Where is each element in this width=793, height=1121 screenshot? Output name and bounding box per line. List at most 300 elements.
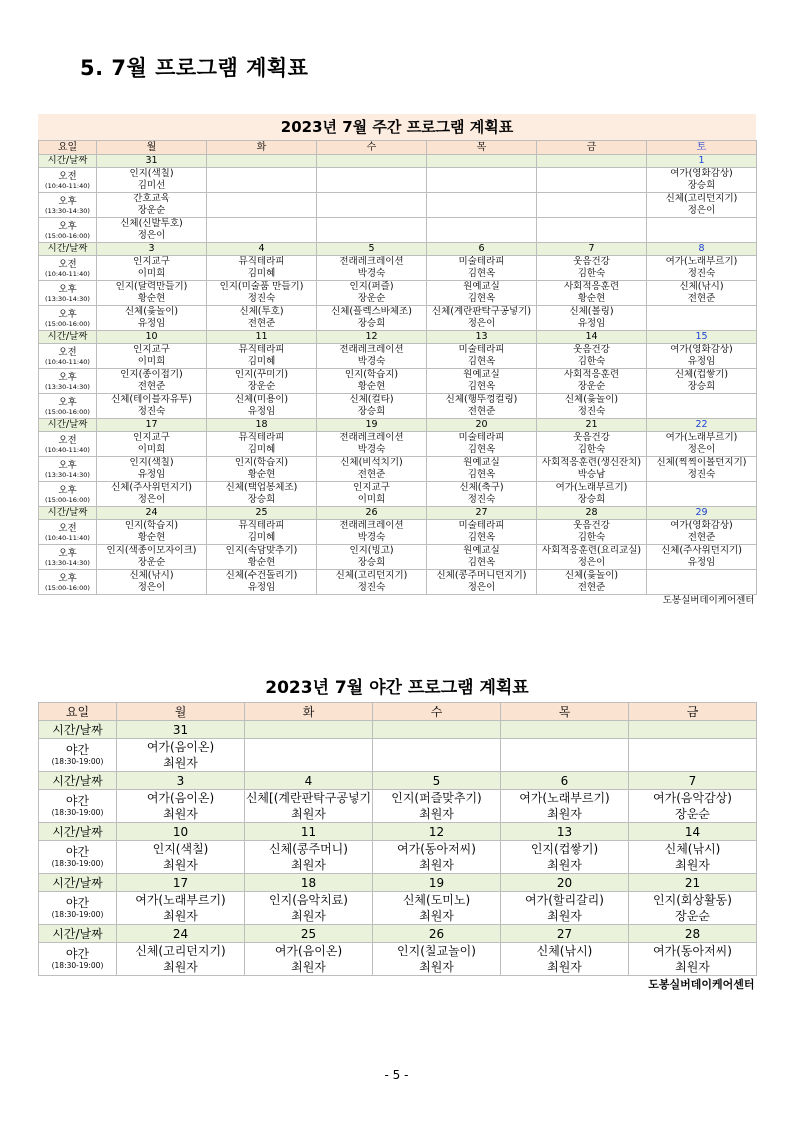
staff-name: 장승희 bbox=[357, 557, 386, 568]
staff-name: 장승희 bbox=[357, 406, 386, 417]
date-cell: 15 bbox=[647, 331, 757, 344]
program-cell bbox=[97, 256, 207, 281]
center-name: 도봉실버데이케어센터 bbox=[662, 595, 755, 606]
date-cell: 5 bbox=[373, 772, 501, 790]
program-name: 인지(퍼즐) bbox=[349, 281, 394, 292]
slot-label-main: 오후 bbox=[58, 308, 77, 320]
program-name: 인지(색칠) bbox=[129, 168, 174, 179]
program-cell bbox=[427, 256, 537, 281]
program-cell bbox=[207, 281, 317, 306]
weekly-slot-row bbox=[39, 520, 757, 545]
staff-name: 최원자 bbox=[291, 858, 326, 872]
slot-label bbox=[39, 193, 97, 218]
night-slot-row bbox=[39, 892, 757, 925]
night-header-row bbox=[39, 703, 757, 721]
staff-name bbox=[427, 230, 536, 242]
staff-name: 최원자 bbox=[291, 960, 326, 974]
date-cell: 25 bbox=[245, 925, 373, 943]
program-name: 인지(학습지) bbox=[234, 457, 289, 468]
program-cell bbox=[537, 482, 647, 507]
program-cell bbox=[647, 344, 757, 369]
date-label: 시간/날짜 bbox=[39, 155, 97, 168]
slot-label-main: 야간 bbox=[65, 947, 90, 961]
program-name: 신체(수건돌리기) bbox=[225, 570, 298, 581]
staff-name bbox=[537, 180, 646, 192]
staff-name bbox=[317, 205, 426, 217]
program-cell bbox=[537, 306, 647, 331]
program-cell bbox=[317, 482, 427, 507]
program-cell bbox=[373, 739, 501, 772]
slot-label-time: (10:40-11:40) bbox=[45, 357, 90, 366]
program-cell bbox=[207, 545, 317, 570]
program-cell bbox=[501, 739, 629, 772]
program-cell bbox=[537, 570, 647, 595]
night-date-row bbox=[39, 925, 757, 943]
program-cell bbox=[245, 841, 373, 874]
night-date-row bbox=[39, 874, 757, 892]
night-slot-row bbox=[39, 790, 757, 823]
night-date-row bbox=[39, 823, 757, 841]
staff-name: 이미희 bbox=[357, 494, 386, 505]
staff-name bbox=[207, 180, 316, 192]
program-cell bbox=[647, 570, 757, 595]
program-cell bbox=[207, 306, 317, 331]
program-name: 여가(영화감상) bbox=[670, 520, 733, 531]
program-name bbox=[245, 739, 372, 755]
staff-name: 최원자 bbox=[675, 960, 710, 974]
slot-label-time: (15:00-16:00) bbox=[45, 319, 90, 328]
date-cell: 31 bbox=[97, 155, 207, 168]
program-cell bbox=[97, 482, 207, 507]
staff-name: 박경숙 bbox=[357, 444, 386, 455]
weekly-header-cell: 수 bbox=[317, 141, 427, 155]
staff-name bbox=[501, 755, 628, 771]
weekly-slot-row bbox=[39, 369, 757, 394]
staff-name: 유정임 bbox=[137, 469, 166, 480]
weekly-header-row bbox=[39, 141, 757, 155]
staff-name: 최원자 bbox=[547, 909, 582, 923]
program-name: 전래레크레이션 bbox=[339, 520, 404, 531]
program-name: 인지교구 bbox=[133, 432, 170, 443]
program-name: 전래레크레이션 bbox=[339, 256, 404, 267]
program-cell bbox=[97, 281, 207, 306]
program-cell bbox=[427, 193, 537, 218]
program-name: 신체(플렉스바체조) bbox=[331, 306, 412, 317]
slot-label bbox=[39, 394, 97, 419]
date-cell: 12 bbox=[317, 331, 427, 344]
program-name: 웃음건강 bbox=[573, 256, 610, 267]
staff-name: 이미희 bbox=[137, 356, 166, 367]
night-slot-row bbox=[39, 739, 757, 772]
program-name: 여가(음악감상) bbox=[653, 791, 732, 805]
program-cell bbox=[317, 545, 427, 570]
night-header-cell: 목 bbox=[501, 703, 629, 721]
program-cell bbox=[647, 394, 757, 419]
staff-name: 최원자 bbox=[419, 858, 454, 872]
slot-label-main: 오전 bbox=[58, 346, 77, 358]
program-name: 미술테라피 bbox=[458, 432, 505, 443]
slot-label-main: 야간 bbox=[65, 896, 90, 910]
date-label: 시간/날짜 bbox=[39, 772, 117, 790]
staff-name: 정진숙 bbox=[137, 406, 166, 417]
slot-label-time: (18:30-19:00) bbox=[51, 859, 104, 868]
staff-name: 최원자 bbox=[163, 858, 198, 872]
program-name: 뮤직테라피 bbox=[238, 432, 285, 443]
slot-label-main: 오전 bbox=[58, 522, 77, 534]
staff-name: 정은이 bbox=[687, 205, 716, 216]
staff-name: 황순현 bbox=[357, 381, 386, 392]
staff-name bbox=[427, 205, 536, 217]
staff-name: 전현준 bbox=[357, 469, 386, 480]
program-name: 뮤직테라피 bbox=[238, 520, 285, 531]
slot-label-main: 오후 bbox=[58, 396, 77, 408]
program-cell bbox=[317, 168, 427, 193]
slot-label-time: (18:30-19:00) bbox=[51, 757, 104, 766]
program-name: 인지(컵쌓기) bbox=[530, 842, 599, 856]
staff-name: 최원자 bbox=[419, 909, 454, 923]
program-cell bbox=[317, 256, 427, 281]
weekly-slot-row bbox=[39, 306, 757, 331]
date-cell: 21 bbox=[537, 419, 647, 432]
program-cell bbox=[427, 520, 537, 545]
program-cell bbox=[317, 457, 427, 482]
program-cell bbox=[537, 168, 647, 193]
night-header-cell: 금 bbox=[629, 703, 757, 721]
program-name: 인지교구 bbox=[133, 256, 170, 267]
slot-label-time: (13:30-14:30) bbox=[45, 558, 90, 567]
program-name: 뮤직테라피 bbox=[238, 344, 285, 355]
program-cell bbox=[501, 892, 629, 925]
program-name: 신체[(계란판탁구공넣기 bbox=[245, 791, 372, 805]
staff-name: 최원자 bbox=[547, 858, 582, 872]
staff-name: 김미혜 bbox=[247, 268, 276, 279]
slot-label-time: (15:00-16:00) bbox=[45, 583, 90, 592]
program-name: 인지(달력만들기) bbox=[115, 281, 188, 292]
staff-name: 최원자 bbox=[291, 807, 326, 821]
program-name: 인지(학습지) bbox=[124, 520, 179, 531]
program-cell bbox=[427, 457, 537, 482]
program-cell bbox=[317, 432, 427, 457]
staff-name: 유정임 bbox=[687, 356, 716, 367]
program-name: 인지(퍼즐맞추기) bbox=[391, 791, 482, 805]
staff-name: 박승남 bbox=[577, 469, 606, 480]
program-cell bbox=[317, 369, 427, 394]
slot-label-time: (10:40-11:40) bbox=[45, 181, 90, 190]
staff-name: 유정임 bbox=[577, 318, 606, 329]
staff-name bbox=[207, 205, 316, 217]
staff-name: 유정임 bbox=[137, 318, 166, 329]
weekly-slot-row bbox=[39, 545, 757, 570]
staff-name: 최원자 bbox=[163, 807, 198, 821]
program-name: 여가(노래부르기) bbox=[665, 256, 738, 267]
staff-name: 황순현 bbox=[247, 557, 276, 568]
slot-label bbox=[39, 841, 117, 874]
program-name: 뮤직테라피 bbox=[238, 256, 285, 267]
staff-name: 정은이 bbox=[577, 557, 606, 568]
date-cell: 22 bbox=[647, 419, 757, 432]
staff-name: 김현옥 bbox=[467, 444, 496, 455]
staff-name: 최원자 bbox=[291, 909, 326, 923]
weekly-header-cell: 토 bbox=[647, 141, 757, 155]
program-cell bbox=[117, 892, 245, 925]
date-cell: 18 bbox=[245, 874, 373, 892]
slot-label-main: 오후 bbox=[58, 547, 77, 559]
program-cell bbox=[97, 369, 207, 394]
program-name: 원예교실 bbox=[463, 281, 500, 292]
night-footer-row bbox=[39, 976, 757, 993]
date-label: 시간/날짜 bbox=[39, 925, 117, 943]
staff-name: 유정임 bbox=[247, 582, 276, 593]
slot-label-main: 오후 bbox=[58, 220, 77, 232]
staff-name: 김한숙 bbox=[577, 356, 606, 367]
program-name: 여가(동아저씨) bbox=[397, 842, 476, 856]
weekly-slot-row bbox=[39, 570, 757, 595]
program-name bbox=[317, 218, 426, 230]
staff-name: 김현옥 bbox=[467, 532, 496, 543]
program-cell bbox=[207, 168, 317, 193]
date-cell: 17 bbox=[117, 874, 245, 892]
program-name bbox=[629, 739, 756, 755]
program-name: 원예교실 bbox=[463, 545, 500, 556]
staff-name: 김현옥 bbox=[467, 356, 496, 367]
slot-label-time: (10:40-11:40) bbox=[45, 445, 90, 454]
program-name: 여가(음이온) bbox=[146, 791, 215, 805]
program-cell bbox=[537, 432, 647, 457]
staff-name: 황순현 bbox=[137, 293, 166, 304]
program-name: 간호교육 bbox=[133, 193, 170, 204]
program-cell bbox=[427, 369, 537, 394]
program-name: 인지(속담맞추기) bbox=[225, 545, 298, 556]
program-name: 사회적응훈련(요리교실) bbox=[541, 545, 642, 556]
slot-label bbox=[39, 306, 97, 331]
program-name: 신체(콩주머니던지기) bbox=[436, 570, 527, 581]
center-name: 도봉실버데이케어센터 bbox=[648, 978, 755, 991]
staff-name: 정진숙 bbox=[577, 406, 606, 417]
program-name: 신체(택업봉체조) bbox=[225, 482, 298, 493]
program-cell bbox=[629, 790, 757, 823]
program-cell bbox=[97, 168, 207, 193]
program-name: 신체(볼링) bbox=[569, 306, 614, 317]
program-name: 신체(계란판탁구공넣기) bbox=[431, 306, 532, 317]
staff-name: 최원자 bbox=[163, 909, 198, 923]
program-cell bbox=[207, 369, 317, 394]
program-cell bbox=[427, 432, 537, 457]
program-cell bbox=[427, 394, 537, 419]
date-cell: 17 bbox=[97, 419, 207, 432]
program-name: 여가(영화감상) bbox=[670, 344, 733, 355]
program-cell bbox=[537, 369, 647, 394]
staff-name bbox=[647, 406, 756, 418]
slot-label bbox=[39, 432, 97, 457]
program-name: 여가(음이온) bbox=[146, 740, 215, 754]
date-label: 시간/날짜 bbox=[39, 823, 117, 841]
program-cell bbox=[427, 168, 537, 193]
page-number: - 5 - bbox=[384, 1068, 409, 1082]
staff-name: 장운순 bbox=[137, 205, 166, 216]
slot-label-main: 오전 bbox=[58, 258, 77, 270]
slot-label-time: (15:00-16:00) bbox=[45, 231, 90, 240]
program-name bbox=[537, 218, 646, 230]
program-name: 신체(고리던지기) bbox=[665, 193, 738, 204]
program-cell bbox=[647, 432, 757, 457]
staff-name: 장승희 bbox=[357, 318, 386, 329]
program-cell bbox=[427, 218, 537, 243]
slot-label-main: 오후 bbox=[58, 283, 77, 295]
program-cell bbox=[207, 457, 317, 482]
program-name: 신체(윷놀이) bbox=[564, 570, 619, 581]
date-label: 시간/날짜 bbox=[39, 243, 97, 256]
slot-label bbox=[39, 218, 97, 243]
program-cell bbox=[317, 281, 427, 306]
program-name: 신체(낚시) bbox=[664, 842, 721, 856]
weekly-slot-row bbox=[39, 344, 757, 369]
program-cell bbox=[97, 570, 207, 595]
date-cell: 13 bbox=[427, 331, 537, 344]
program-name bbox=[427, 218, 536, 230]
program-cell bbox=[647, 369, 757, 394]
program-cell bbox=[317, 218, 427, 243]
program-name: 인지교구 bbox=[133, 344, 170, 355]
staff-name: 정은이 bbox=[687, 444, 716, 455]
program-name: 웃음건강 bbox=[573, 344, 610, 355]
program-name: 사회적응훈련(생신잔치) bbox=[541, 457, 642, 468]
program-cell bbox=[629, 841, 757, 874]
slot-label bbox=[39, 281, 97, 306]
date-label: 시간/날짜 bbox=[39, 721, 117, 739]
slot-label-main: 야간 bbox=[65, 845, 90, 859]
program-name: 여가(노래부르기) bbox=[135, 893, 226, 907]
program-cell bbox=[207, 394, 317, 419]
program-name: 여가(노래부르기) bbox=[555, 482, 628, 493]
program-cell bbox=[317, 394, 427, 419]
weekly-footer-row bbox=[39, 595, 757, 608]
staff-name: 정진숙 bbox=[467, 494, 496, 505]
program-cell bbox=[207, 482, 317, 507]
night-program-table bbox=[38, 702, 757, 992]
staff-name: 최원자 bbox=[163, 756, 198, 770]
staff-name: 정은이 bbox=[467, 582, 496, 593]
date-cell: 27 bbox=[501, 925, 629, 943]
date-cell bbox=[427, 155, 537, 168]
night-date-row bbox=[39, 772, 757, 790]
slot-label-time: (13:30-14:30) bbox=[45, 470, 90, 479]
staff-name: 장승희 bbox=[577, 494, 606, 505]
program-name: 미술테라피 bbox=[458, 256, 505, 267]
staff-name: 최원자 bbox=[163, 960, 198, 974]
program-name bbox=[207, 193, 316, 205]
program-name: 인지(칠교놀이) bbox=[397, 944, 476, 958]
staff-name: 전현준 bbox=[577, 582, 606, 593]
program-name: 웃음건강 bbox=[573, 520, 610, 531]
date-cell: 4 bbox=[207, 243, 317, 256]
staff-name: 장승희 bbox=[247, 494, 276, 505]
program-name bbox=[427, 193, 536, 205]
slot-label-time: (15:00-16:00) bbox=[45, 407, 90, 416]
program-cell bbox=[317, 520, 427, 545]
date-cell: 14 bbox=[537, 331, 647, 344]
program-name bbox=[647, 218, 756, 230]
slot-label bbox=[39, 545, 97, 570]
program-name: 인지(꾸미기) bbox=[234, 369, 289, 380]
staff-name: 장운순 bbox=[357, 293, 386, 304]
staff-name: 김한숙 bbox=[577, 532, 606, 543]
staff-name bbox=[207, 230, 316, 242]
section-title: 5. 7월 프로그램 계획표 bbox=[80, 56, 309, 80]
program-name: 인지(학습지) bbox=[344, 369, 399, 380]
staff-name: 김현옥 bbox=[467, 268, 496, 279]
program-name bbox=[317, 193, 426, 205]
slot-label-main: 오전 bbox=[58, 434, 77, 446]
program-name: 여가(노래부르기) bbox=[665, 432, 738, 443]
program-cell bbox=[207, 193, 317, 218]
weekly-date-row bbox=[39, 243, 757, 256]
weekly-header-cell: 금 bbox=[537, 141, 647, 155]
staff-name: 장운순 bbox=[577, 381, 606, 392]
slot-label-time: (10:40-11:40) bbox=[45, 269, 90, 278]
program-name: 미술테라피 bbox=[458, 344, 505, 355]
program-name: 신체(윷놀이) bbox=[564, 394, 619, 405]
date-cell bbox=[317, 155, 427, 168]
date-cell: 3 bbox=[117, 772, 245, 790]
staff-name: 이미희 bbox=[137, 444, 166, 455]
date-cell: 7 bbox=[629, 772, 757, 790]
date-label: 시간/날짜 bbox=[39, 419, 97, 432]
staff-name bbox=[245, 755, 372, 771]
weekly-header-cell: 요일 bbox=[39, 141, 97, 155]
staff-name: 장운순 bbox=[247, 381, 276, 392]
program-name bbox=[207, 218, 316, 230]
staff-name: 전현준 bbox=[687, 532, 716, 543]
program-name: 신체(낚시) bbox=[536, 944, 593, 958]
staff-name: 정은이 bbox=[137, 494, 166, 505]
program-name: 신체(비석치기) bbox=[340, 457, 403, 468]
date-cell: 28 bbox=[537, 507, 647, 520]
date-cell: 4 bbox=[245, 772, 373, 790]
program-cell bbox=[97, 344, 207, 369]
date-cell: 21 bbox=[629, 874, 757, 892]
program-name bbox=[373, 739, 500, 755]
weekly-slot-row bbox=[39, 256, 757, 281]
program-cell bbox=[629, 892, 757, 925]
date-cell: 6 bbox=[501, 772, 629, 790]
date-cell: 29 bbox=[647, 507, 757, 520]
date-cell: 25 bbox=[207, 507, 317, 520]
program-name: 전래레크레이션 bbox=[339, 344, 404, 355]
staff-name bbox=[317, 230, 426, 242]
staff-name: 김현옥 bbox=[467, 557, 496, 568]
program-name: 신체(컬타) bbox=[349, 394, 394, 405]
staff-name: 전현준 bbox=[247, 318, 276, 329]
slot-label bbox=[39, 520, 97, 545]
program-cell bbox=[245, 790, 373, 823]
program-name: 신체(콩주머니) bbox=[269, 842, 348, 856]
staff-name: 박경숙 bbox=[357, 356, 386, 367]
program-cell bbox=[97, 457, 207, 482]
weekly-date-row bbox=[39, 419, 757, 432]
program-cell bbox=[537, 394, 647, 419]
program-name: 신체(찍찍이볼던지기) bbox=[656, 457, 747, 468]
slot-label bbox=[39, 369, 97, 394]
slot-label bbox=[39, 570, 97, 595]
weekly-table-title: 2023년 7월 주간 프로그램 계획표 bbox=[38, 114, 756, 140]
staff-name: 장승희 bbox=[687, 381, 716, 392]
program-cell bbox=[427, 281, 537, 306]
night-header-cell: 수 bbox=[373, 703, 501, 721]
slot-label bbox=[39, 344, 97, 369]
staff-name: 전현준 bbox=[467, 406, 496, 417]
date-cell: 7 bbox=[537, 243, 647, 256]
slot-label bbox=[39, 892, 117, 925]
